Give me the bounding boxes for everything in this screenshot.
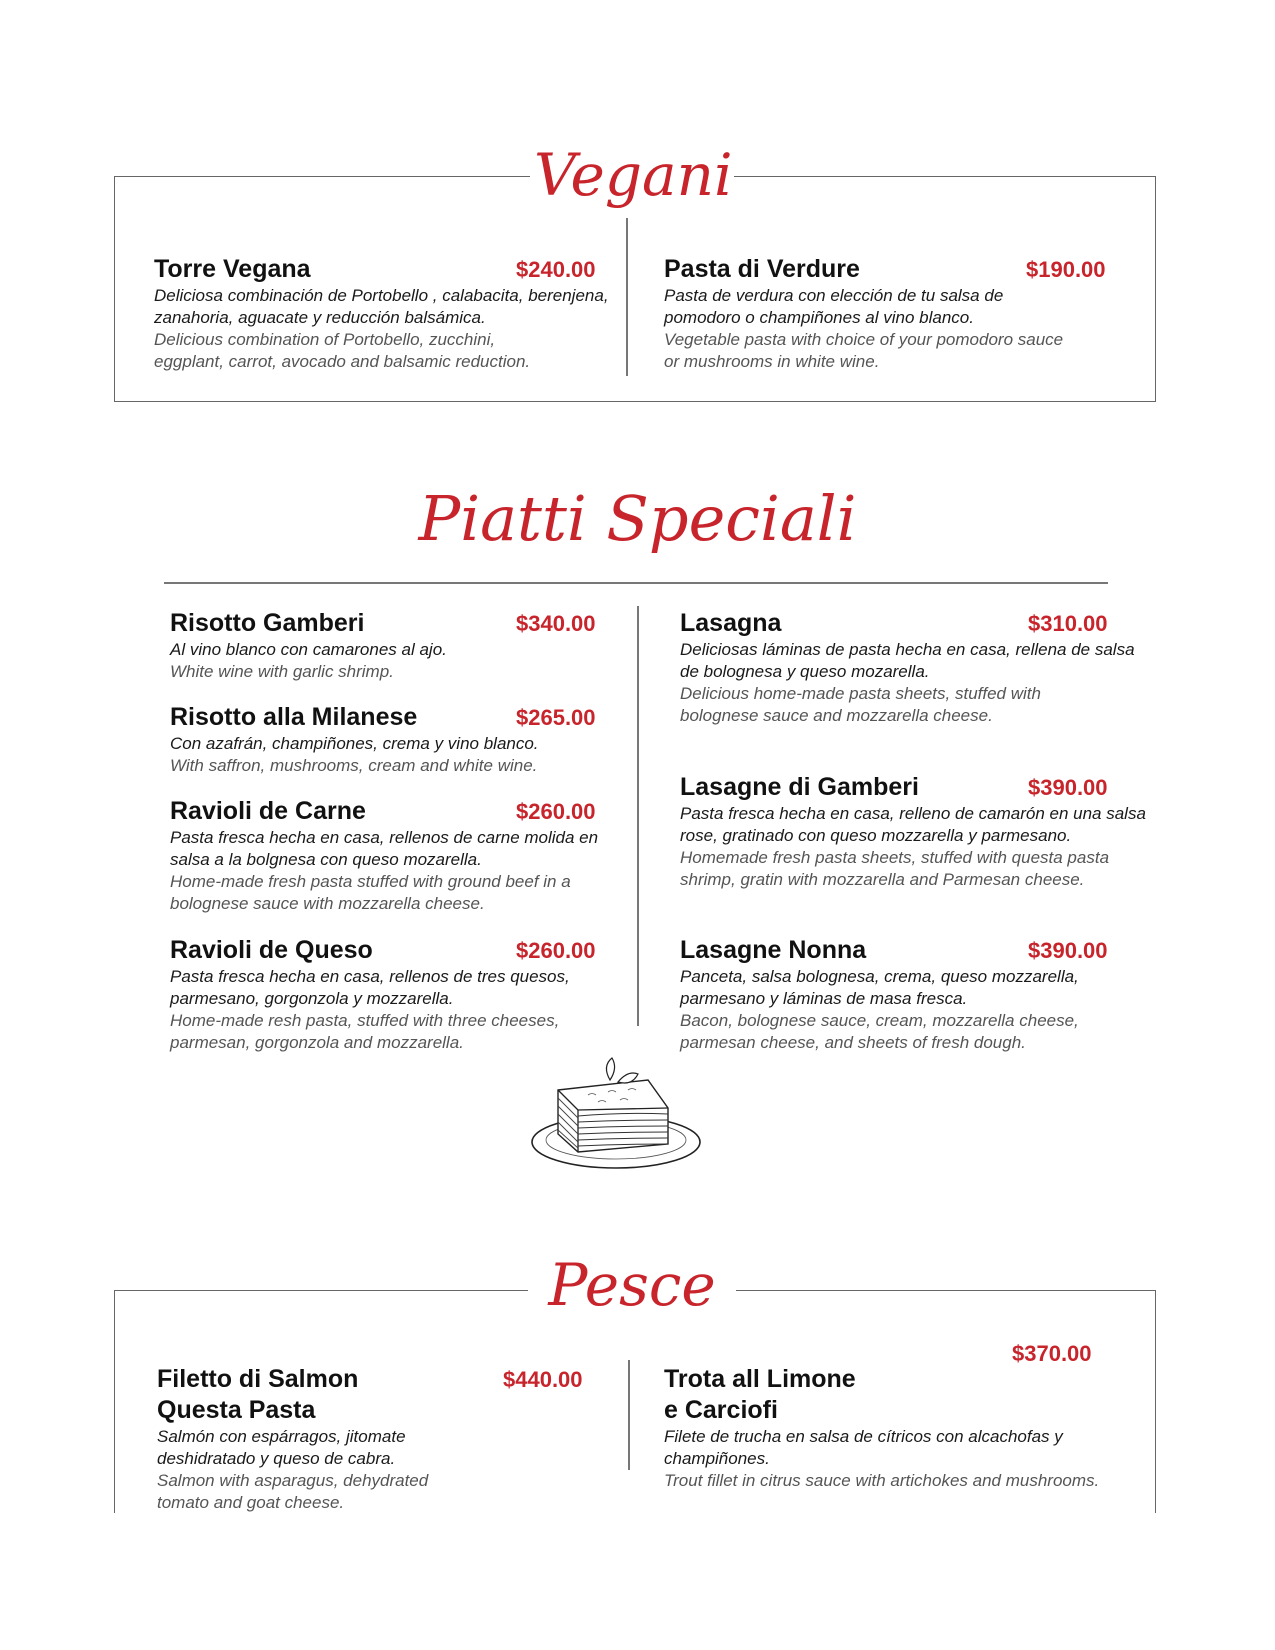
item-name: Risotto alla Milanese <box>170 703 418 731</box>
item-description-en: Delicious home-made pasta sheets, stuffed with bolognese sauce and mozzarella cheese. <box>680 684 1041 725</box>
piatti-speciali-title: Piatti Speciali <box>400 488 875 550</box>
item-price: $190.00 <box>1026 257 1106 282</box>
item-name: Risotto Gamberi <box>170 609 365 637</box>
item-price: $260.00 <box>516 799 596 824</box>
item-name-line1: Filetto di Salmon <box>157 1365 359 1393</box>
item-description-es: Salmón con espárragos, jitomate deshidratado y queso de cabra. <box>157 1427 406 1468</box>
menu-item-risotto-alla-milanese <box>170 702 630 777</box>
item-description-en: Home-made fresh pasta stuffed with ground beef in a bolognese sauce with mozzarella cheese. <box>170 872 571 913</box>
menu-item-risotto-gamberi <box>170 608 630 683</box>
item-description-en: Homemade fresh pasta sheets, stuffed with questa pasta shrimp, gratin with mozzarella and Parmesan cheese. <box>680 848 1110 889</box>
pesce-title: Pesce <box>528 1256 736 1314</box>
item-name: Lasagne Nonna <box>680 936 867 964</box>
item-description-es: Pasta fresca hecha en casa, relleno de camarón en una salsa rose, gratinado con queso mozzarella y parmesano. <box>680 804 1146 845</box>
item-description-en: Bacon, bolognese sauce, cream, mozzarella cheese, parmesan cheese, and sheets of fresh dough. <box>680 1011 1079 1052</box>
menu-item-torre-vegana <box>154 254 614 373</box>
menu-item-lasagne-nonna <box>680 935 1160 1054</box>
pesce-divider <box>628 1360 630 1470</box>
item-price: $265.00 <box>516 705 596 730</box>
menu-item-trota-all-limone <box>664 1364 1154 1492</box>
lasagna-plate-icon <box>528 1050 708 1170</box>
menu-item-lasagne-di-gamberi <box>680 772 1165 891</box>
item-name: Ravioli de Queso <box>170 936 373 964</box>
piatti-speciali-divider <box>637 606 639 1026</box>
item-description-es: Pasta fresca hecha en casa, rellenos de tres quesos, parmesano, gorgonzola y mozzarella. <box>170 967 570 1008</box>
item-price: $240.00 <box>516 257 596 282</box>
menu-item-filetto-di-salmon <box>157 1364 597 1514</box>
item-description-es: Al vino blanco con camarones al ajo. <box>170 640 447 659</box>
item-name: Pasta di Verdure <box>664 255 860 283</box>
item-description-es: Panceta, salsa bolognesa, crema, queso mozzarella, parmesano y láminas de masa fresca. <box>680 967 1079 1008</box>
item-description-en: White wine with garlic shrimp. <box>170 662 394 681</box>
item-name-line1: Trota all Limone <box>664 1365 856 1393</box>
item-price: $260.00 <box>516 938 596 963</box>
menu-item-lasagna <box>680 608 1160 727</box>
item-description-en: Home-made resh pasta, stuffed with three cheeses, parmesan, gorgonzola and mozzarella. <box>170 1011 560 1052</box>
trota-price: $370.00 <box>1012 1341 1092 1366</box>
item-price: $340.00 <box>516 611 596 636</box>
item-description-es: Con azafrán, champiñones, crema y vino blanco. <box>170 734 539 753</box>
item-description-en: With saffron, mushrooms, cream and white wine. <box>170 756 538 775</box>
vegani-title: Vegani <box>530 146 734 204</box>
item-name-line2: e Carciofi <box>664 1396 778 1424</box>
item-name: Lasagne di Gamberi <box>680 773 919 801</box>
item-name: Lasagna <box>680 609 782 637</box>
menu-item-ravioli-de-carne <box>170 796 630 915</box>
menu-item-pasta-di-verdure <box>664 254 1124 373</box>
piatti-speciali-rule <box>164 582 1108 584</box>
vegani-divider <box>626 218 628 376</box>
item-price: $390.00 <box>1028 938 1108 963</box>
item-name: Ravioli de Carne <box>170 797 366 825</box>
item-description-en: Delicious combination of Portobello, zucchini, eggplant, carrot, avocado and balsamic reduction. <box>154 330 531 371</box>
item-description-es: Pasta fresca hecha en casa, rellenos de carne molida en salsa a la bolgnesa con queso mozarella. <box>170 828 599 869</box>
item-price: $440.00 <box>503 1367 583 1392</box>
menu-item-ravioli-de-queso <box>170 935 630 1054</box>
item-name-line2: Questa Pasta <box>157 1396 316 1424</box>
item-description-en: Trout fillet in citrus sauce with artichokes and mushrooms. <box>664 1471 1100 1490</box>
item-price: $390.00 <box>1028 775 1108 800</box>
item-description-en: Salmon with asparagus, dehydrated tomato and goat cheese. <box>157 1471 429 1512</box>
item-description-es: Pasta de verdura con elección de tu salsa de pomodoro o champiñones al vino blanco. <box>664 286 1004 327</box>
item-description-en: Vegetable pasta with choice of your pomodoro sauce or mushrooms in white wine. <box>664 330 1064 371</box>
item-description-es: Filete de trucha en salsa de cítricos con alcachofas y champiñones. <box>664 1427 1063 1468</box>
item-description-es: Deliciosa combinación de Portobello , calabacita, berenjena, zanahoria, aguacate y reducción balsámica. <box>154 286 609 327</box>
item-description-es: Deliciosas láminas de pasta hecha en casa, rellena de salsa de bolognesa y queso mozarella. <box>680 640 1135 681</box>
item-price: $310.00 <box>1028 611 1108 636</box>
item-name: Torre Vegana <box>154 255 311 283</box>
